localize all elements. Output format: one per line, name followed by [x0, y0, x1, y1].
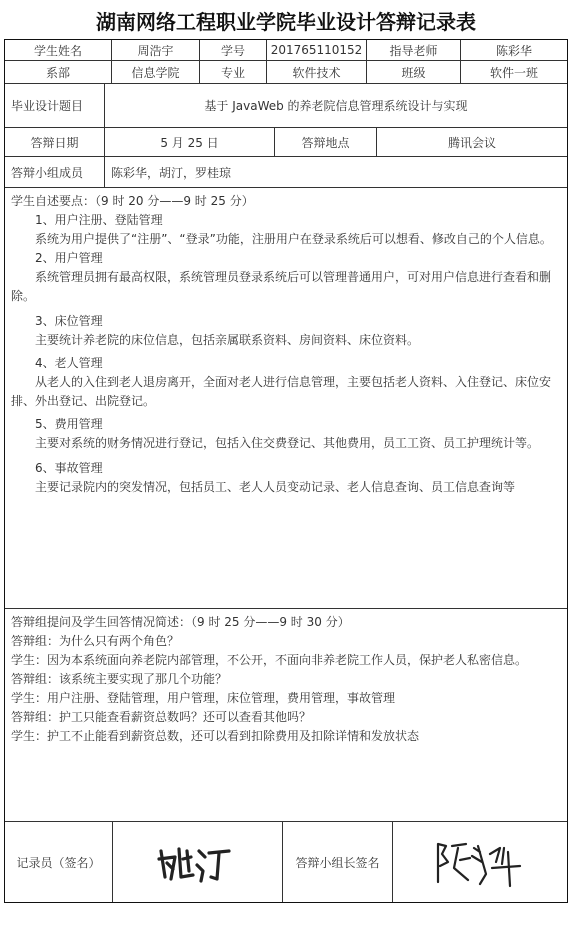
recorder-label: 记录员（签名）	[5, 822, 113, 902]
student-name-label: 学生姓名	[5, 40, 112, 60]
topic-label: 毕业设计题目	[5, 84, 105, 127]
item-5-head: 5、费用管理	[35, 417, 103, 431]
row-dept	[5, 61, 567, 84]
recorder-signature	[113, 822, 283, 902]
qa-line: 答辩组：该系统主要实现了那几个功能？	[11, 672, 228, 686]
panel: 陈彩华，胡汀，罗桂琼	[111, 165, 232, 180]
form-title: 湖南网络工程职业学院毕业设计答辩记录表	[96, 10, 476, 34]
qa-line: 答辩组：为什么只有两个角色？	[11, 634, 180, 648]
item-1-body: 系统为用户提供了“注册”、“登录”功能，注册用户在登录系统后可以想看、修改自己的个人信息。	[35, 232, 552, 246]
row-student	[5, 40, 567, 61]
student-name: 周浩宇	[112, 40, 200, 60]
item-4-body: 从老人的入住到老人退房离开，全面对老人进行信息管理，主要包括老人资料、入住登记、床位安排、外出登记、出院登记。	[11, 375, 552, 408]
class-label: 班级	[367, 61, 461, 83]
qa-heading: 答辩组提问及学生回答情况简述：（9 时 25 分——9 时 30 分）	[11, 615, 350, 629]
date-label: 答辩日期	[5, 128, 105, 156]
item-3-head: 3、床位管理	[35, 314, 103, 328]
place-label: 答辩地点	[275, 128, 377, 156]
leader-signature	[393, 822, 567, 902]
self-statement-heading: 学生自述要点：（9 时 20 分——9 时 25 分）	[11, 194, 254, 208]
item-5-body: 主要对系统的财务情况进行登记，包括入住交费登记、其他费用，员工工资、员工护理统计等。	[35, 436, 540, 450]
item-6-head: 6、事故管理	[35, 461, 103, 475]
qa-line: 学生：因为本系统面向养老院内部管理，不公开，不面向非养老院工作人员，保护老人私密信息。	[11, 653, 528, 667]
topic: 基于 JavaWeb 的养老院信息管理系统设计与实现	[204, 99, 468, 113]
leader-label: 答辩小组长签名	[283, 822, 393, 902]
item-3-body: 主要统计养老院的床位信息，包括亲属联系资料、房间资料、床位资料。	[35, 333, 420, 347]
place: 腾讯会议	[447, 135, 496, 150]
panel-label: 答辩小组成员	[5, 157, 105, 187]
qa-line: 学生：用户注册、登陆管理，用户管理，床位管理，费用管理，事故管理	[11, 691, 396, 705]
qa-line: 学生：护工不止能看到薪资总数，还可以看到扣除费用及扣除详情和发放状态	[11, 729, 420, 743]
major: 软件技术	[267, 61, 367, 83]
qa-line: 答辩组：护工只能查看薪资总数吗？还可以查看其他吗？	[11, 710, 312, 724]
item-4-head: 4、老人管理	[35, 356, 103, 370]
signature-section	[5, 822, 567, 902]
major-label: 专业	[200, 61, 267, 83]
qa-text	[11, 613, 561, 746]
date: 5 月 25 日	[105, 128, 275, 156]
self-statement-text	[11, 192, 561, 497]
recorder-signature-image	[153, 837, 243, 887]
student-id-label: 学号	[200, 40, 267, 60]
student-id: 201765110152	[267, 40, 367, 60]
row-topic	[5, 84, 567, 128]
item-2-head: 2、用户管理	[35, 251, 103, 265]
qa-section	[5, 609, 567, 822]
dept-label: 系部	[5, 61, 112, 83]
defense-record-form	[4, 39, 568, 903]
item-6-body: 主要记录院内的突发情况，包括员工、老人人员变动记录、老人信息查询、员工信息查询等	[35, 480, 516, 494]
class: 软件一班	[489, 65, 538, 80]
self-statement-section	[5, 188, 567, 609]
row-panel	[5, 157, 567, 188]
item-1-head: 1、用户注册、登陆管理	[35, 213, 163, 227]
advisor-label: 指导老师	[367, 40, 461, 60]
leader-signature-image	[430, 834, 530, 890]
dept: 信息学院	[112, 61, 200, 83]
item-2-body: 系统管理员拥有最高权限，系统管理员登录系统后可以管理普通用户，可对用户信息进行查看和删除。	[11, 270, 552, 303]
advisor: 陈彩华	[495, 43, 532, 58]
row-date	[5, 128, 567, 157]
